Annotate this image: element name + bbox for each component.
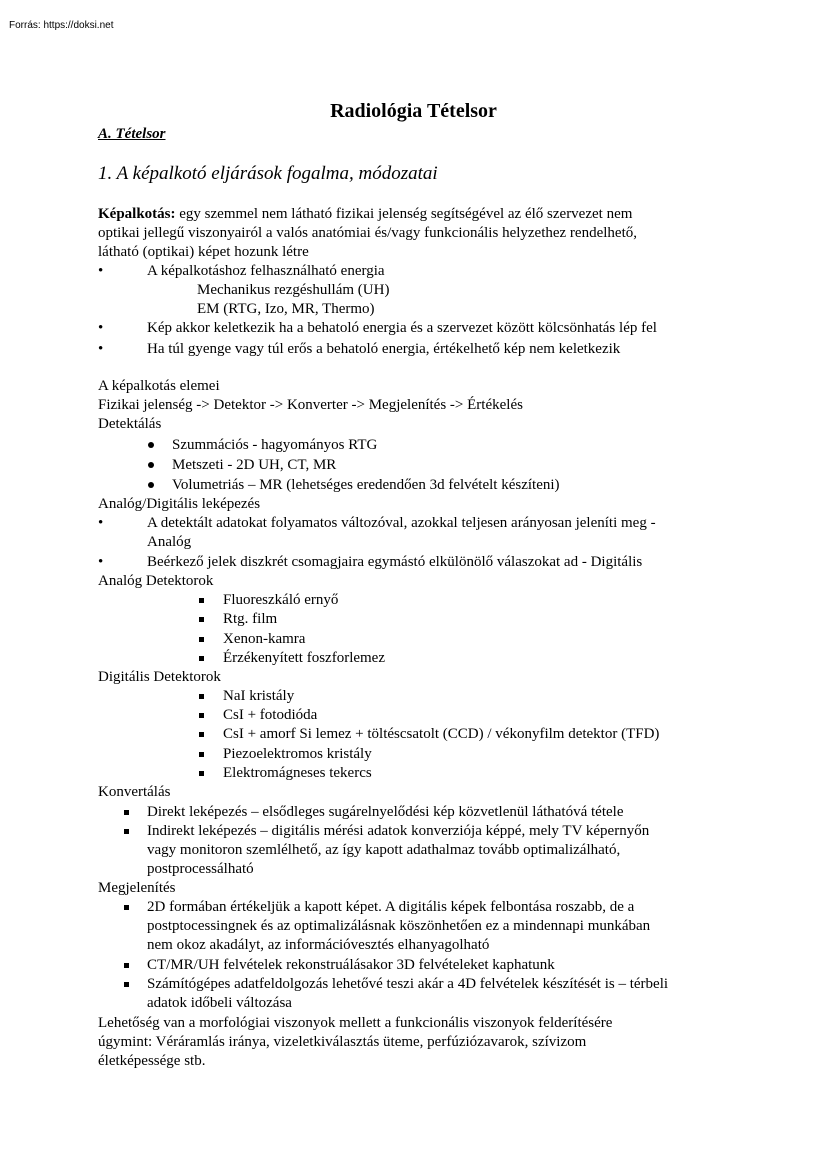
energy-item-3: Ha túl gyenge vagy túl erős a behatoló energia, értékelhető kép nem keletkezik (147, 341, 621, 357)
bullet-square (199, 617, 204, 622)
bullet-square (124, 810, 129, 815)
bullet-disc (148, 462, 154, 468)
bullet-square (124, 982, 129, 987)
page-title: Radiológia Tételsor (330, 100, 497, 122)
bullet-square (199, 732, 204, 737)
bullet-square (124, 829, 129, 834)
intro-text-1: egy szemmel nem látható fizikai jelenség segítségével az élő szervezet nem (175, 206, 633, 222)
bullet-square (199, 713, 204, 718)
analog-detector-item: Rtg. film (223, 611, 278, 627)
closing-line-1: Lehetőség van a morfológiai viszonyok mellett a funkcionális viszonyok felderítésére (98, 1015, 613, 1031)
analog-digital-item-1-cont: Analóg (147, 534, 192, 550)
elements-chain: Fizikai jelenség -> Detektor -> Konverter -> Megjelenítés -> Értékelés (98, 397, 523, 413)
bullet-dot: • (98, 263, 104, 279)
detection-item: Szummációs - hagyományos RTG (172, 437, 378, 453)
detection-item: Metszeti - 2D UH, CT, MR (172, 457, 337, 473)
source-label: Forrás: https://doksi.net (9, 20, 114, 31)
digital-detector-item: NaI kristály (223, 688, 295, 704)
subtitle: A. Tételsor (98, 126, 166, 142)
closing-line-2: úgymint: Véráramlás iránya, vizeletkiválasztás üteme, perfúziózavarok, szívizom (98, 1034, 587, 1050)
display-item-3: Számítógépes adatfeldolgozás lehetővé teszi akár a 4D felvételek készítését is – térbeli (147, 976, 669, 992)
bullet-dot: • (98, 320, 104, 336)
analog-digital-heading: Analóg/Digitális leképezés (98, 496, 261, 512)
energy-item: A képalkotáshoz felhasználható energia (147, 263, 385, 279)
bullet-dot: • (98, 554, 104, 570)
display-heading: Megjelenítés (98, 880, 176, 896)
energy-sub-2: EM (RTG, Izo, MR, Thermo) (197, 301, 375, 317)
closing-line-3: életképessége stb. (98, 1053, 206, 1069)
conversion-heading: Konvertálás (98, 784, 171, 800)
conversion-item-2-cont: vagy monitoron szemlélhető, az így kapott adathalmaz tovább optimalizálható, (147, 842, 621, 858)
display-item-1-cont: nem okoz akadályt, az információvesztés elhanyagolható (147, 937, 490, 953)
digital-detectors-heading: Digitális Detektorok (98, 669, 221, 685)
bullet-square (199, 598, 204, 603)
analog-digital-item-1: A detektált adatokat folyamatos változóval, azokkal teljesen arányosan jeleníti meg - (147, 515, 656, 531)
analog-detectors-heading: Analóg Detektorok (98, 573, 214, 589)
bullet-dot: • (98, 341, 104, 357)
bullet-square (199, 656, 204, 661)
energy-sub-1: Mechanikus rezgéshullám (UH) (197, 282, 390, 298)
display-item-3-cont: adatok időbeli változása (147, 995, 292, 1011)
intro-line-3: látható (optikai) képet hozunk létre (98, 244, 309, 260)
intro-term: Képalkotás: (98, 206, 176, 222)
bullet-square (124, 963, 129, 968)
intro-line-1 (98, 205, 632, 224)
conversion-item-1: Direkt leképezés – elsődleges sugárelnyelődési kép közvetlenül láthatóvá tétele (147, 804, 624, 820)
elements-heading: A képalkotás elemei (98, 378, 220, 394)
bullet-dot: • (98, 515, 104, 531)
intro-line-2: optikai jellegű viszonyairól a valós anatómiai és/vagy funkcionális helyzethez rendelhető, (98, 225, 637, 241)
analog-detector-item: Fluoreszkáló ernyő (223, 592, 339, 608)
analog-detector-item: Xenon-kamra (223, 631, 306, 647)
bullet-square (199, 771, 204, 776)
conversion-item-2: Indirekt leképezés – digitális mérési adatok konverziója képpé, mely TV képernyőn (147, 823, 650, 839)
bullet-square (199, 637, 204, 642)
digital-detector-item: Piezoelektromos kristály (223, 746, 372, 762)
analog-digital-item-2: Beérkező jelek diszkrét csomagjaira egymástó elkülönölő válaszokat ad - Digitális (147, 554, 643, 570)
detection-heading: Detektálás (98, 416, 162, 432)
energy-item-2: Kép akkor keletkezik ha a behatoló energia és a szervezet között kölcsönhatás lép fel (147, 320, 657, 336)
bullet-square (124, 905, 129, 910)
section-heading: 1. A képalkotó eljárások fogalma, módozatai (98, 163, 438, 184)
analog-detector-item: Érzékenyített foszforlemez (223, 650, 385, 666)
bullet-square (199, 752, 204, 757)
digital-detector-item: Elektromágneses tekercs (223, 765, 372, 781)
display-item-1-cont: postptocessingnek és az optimalizálásnak köszönhetően ez a mindennapi munkában (147, 918, 651, 934)
digital-detector-item: CsI + fotodióda (223, 707, 318, 723)
display-item-2: CT/MR/UH felvételek rekonstruálásakor 3D felvételeket kaphatunk (147, 957, 555, 973)
bullet-disc (148, 482, 154, 488)
bullet-square (199, 694, 204, 699)
digital-detector-item: CsI + amorf Si lemez + töltéscsatolt (CCD) / vékonyfilm detektor (TFD) (223, 726, 660, 742)
bullet-disc (148, 442, 154, 448)
display-item-1: 2D formában értékeljük a kapott képet. A digitális képek felbontása roszabb, de a (147, 899, 635, 915)
conversion-item-2-cont: postprocessálható (147, 861, 254, 877)
detection-item: Volumetriás – MR (lehetséges eredendően 3d felvételt készíteni) (172, 477, 560, 493)
